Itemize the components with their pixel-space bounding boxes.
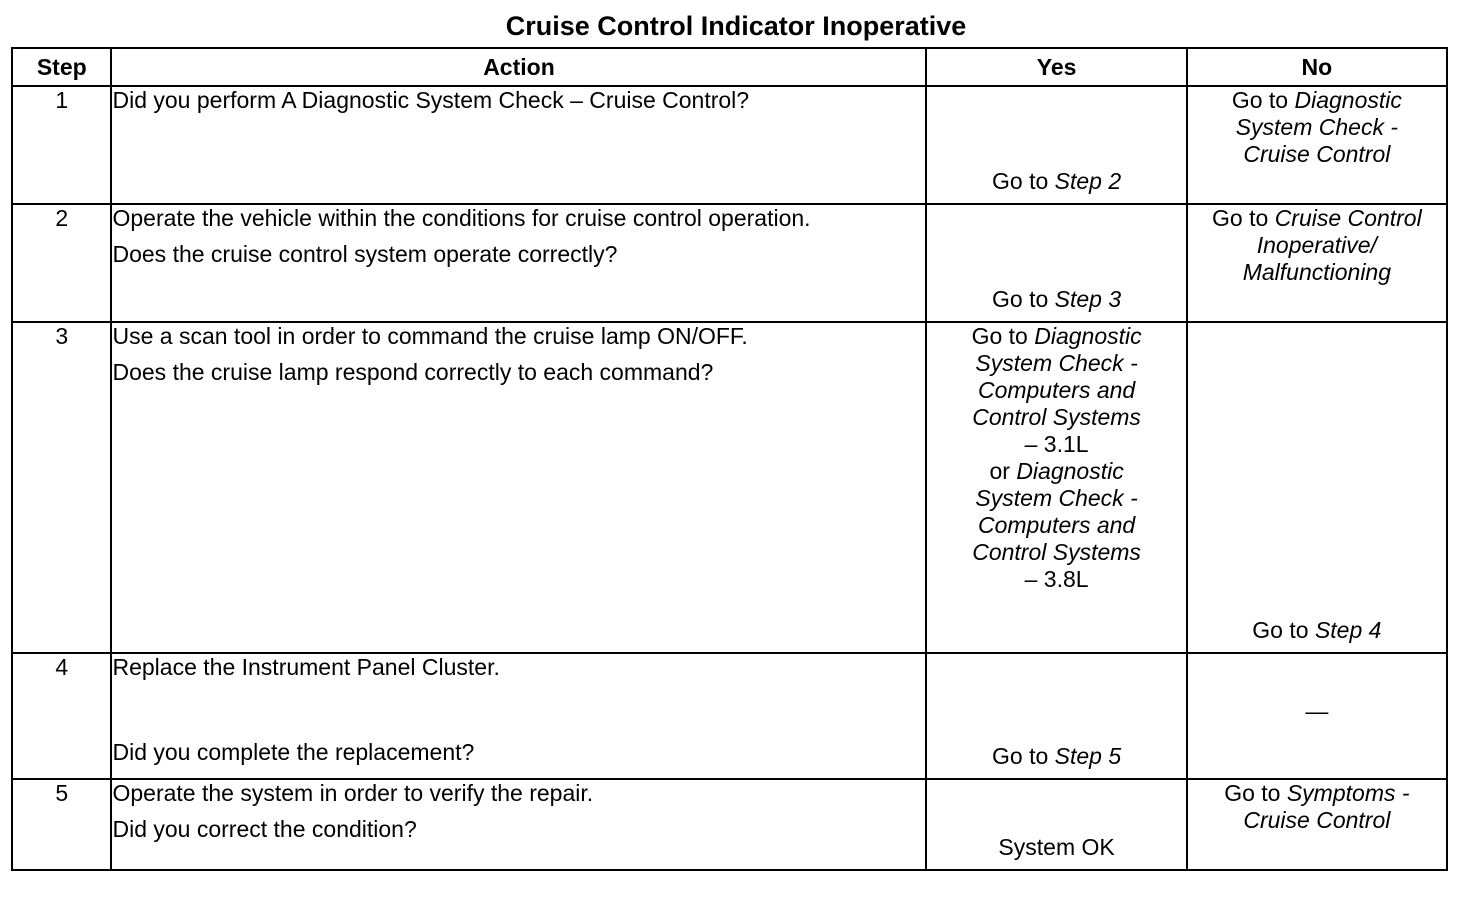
step-reference: Step 2 [1054,168,1122,194]
action-question: Did you correct the condition? [112,816,417,842]
step-number: 4 [12,653,111,779]
action-cell [111,204,926,322]
step-number: 2 [12,204,111,322]
procedure-reference: Diagnostic System Check - Computers and Control Systems [972,323,1142,430]
yes-result [927,323,1185,593]
yes-result [927,168,1185,195]
yes-cell [926,779,1186,870]
action-question: Did you complete the replacement? [112,739,475,765]
table-header-row [12,48,1447,86]
yes-cell [926,204,1186,322]
no-result [1188,205,1446,286]
action-cell [111,779,926,870]
go-to-text: Go to [971,323,1035,349]
go-to-text: Go to [1252,617,1315,643]
yes-cell [926,322,1186,653]
action-question: Does the cruise control system operate correctly? [112,241,618,267]
action-text: Operate the system in order to verify the repair. [112,780,594,806]
step-number: 5 [12,779,111,870]
diagnostic-table [11,47,1448,871]
yes-result: System OK [998,834,1115,860]
no-result-dash: — [1305,698,1329,724]
column-header-step: Step [12,48,111,86]
no-cell [1187,204,1447,322]
procedure-reference: Diagnostic System Check - Cruise Control [1235,87,1402,167]
action-text: Did you perform A Diagnostic System Check – Cruise Control? [112,87,750,113]
no-cell [1187,779,1447,870]
no-result [1188,617,1446,644]
table-row [12,322,1447,653]
go-to-text: Go to [1224,780,1287,806]
column-header-action: Action [111,48,926,86]
go-to-text: Go to [992,286,1055,312]
table-row [12,779,1447,870]
step-reference: Step 3 [1054,286,1122,312]
document-title: Cruise Control Indicator Inoperative [505,11,967,41]
no-cell [1187,86,1447,204]
table-row [12,653,1447,779]
yes-result [927,286,1185,313]
go-to-text: Go to [1212,205,1275,231]
no-result [1188,87,1446,168]
action-cell [111,322,926,653]
action-text: Operate the vehicle within the conditions for cruise control operation. [112,205,811,231]
or-text: or [989,458,1017,484]
action-cell [111,653,926,779]
step-reference: Step 5 [1054,743,1122,769]
go-to-text: Go to [992,168,1055,194]
yes-result [927,743,1185,770]
column-header-yes: Yes [926,48,1186,86]
no-cell [1187,653,1447,779]
action-question: Does the cruise lamp respond correctly to each command? [112,359,714,385]
action-text: Use a scan tool in order to command the cruise lamp ON/OFF. [112,323,748,349]
table-row [12,86,1447,204]
go-to-text: Go to [992,743,1055,769]
yes-cell [926,653,1186,779]
step-number: 1 [12,86,111,204]
action-cell [111,86,926,204]
step-number: 3 [12,322,111,653]
engine-label: – 3.1L [1024,431,1089,457]
procedure-reference-alt: Diagnostic System Check - Computers and Control Systems [972,458,1141,565]
step-reference: Step 4 [1314,617,1382,643]
no-cell [1187,322,1447,653]
go-to-text: Go to [1231,87,1295,113]
table-row [12,204,1447,322]
procedure-reference: Symptoms - Cruise Control [1243,780,1410,833]
procedure-reference: Cruise Control Inoperative/ Malfunctioning [1242,205,1422,285]
column-header-no: No [1187,48,1447,86]
engine-label-alt: – 3.8L [1024,566,1089,592]
yes-cell [926,86,1186,204]
no-result [1188,780,1446,834]
action-text: Replace the Instrument Panel Cluster. [112,654,500,680]
